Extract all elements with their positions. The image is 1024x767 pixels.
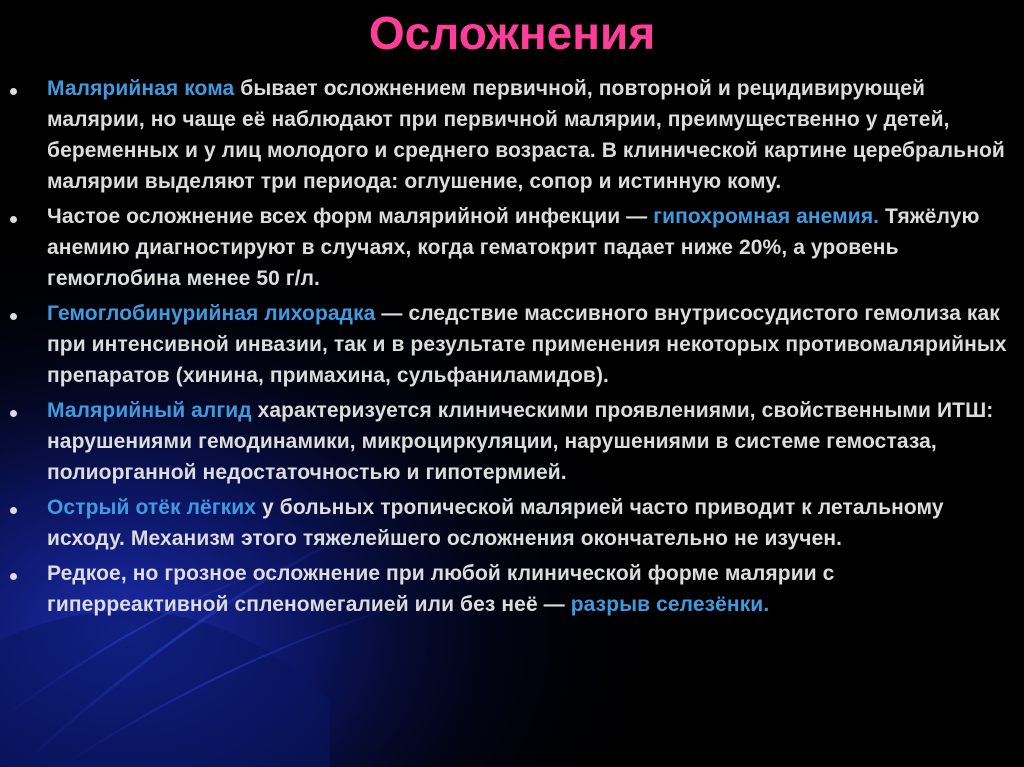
bullet-text: — следствие массивного внутрисосудистого гемолиза как при интенсивной инвазии, так и в результате применения некоторых противомалярийных препаратов (хинина, примахина, сульфаниламидов). [47,302,1007,387]
bullet-item-algid-malaria [0,395,1024,488]
highlight-term: гипохромная анемия. [653,205,880,228]
highlight-term: Малярийная кома [47,77,235,100]
bullet-dot-icon [10,410,17,417]
highlight-term: Острый отёк лёгких [47,496,257,519]
bullet-text: бывает осложнением первичной, повторной и рецидивирующей малярии, но чаще её наблюдают при первичной малярии, преимущественно у детей, беременных и у лиц молодого и среднего возраста. В клинической картине церебральной малярии выделяют три периода: оглушение, сопор и истинную кому. [47,77,1005,193]
bullet-item-malarial-coma [0,73,1024,197]
highlight-term: Малярийный алгид [47,399,252,422]
bullet-text: характеризуется клиническими проявлениями, свойственными ИТШ: нарушениями гемодинамики, микроциркуляции, нарушениями в системе гемостаза, полиорганной недостаточностью и гипотермией. [47,399,994,484]
bullet-dot-icon [10,507,17,514]
bullet-text-tail: Тяжёлую анемию диагностируют в случаях, когда гематокрит падает ниже 20%, а уровень гемоглобина менее 50 г/л. [47,205,980,290]
slide-title: Осложнения [368,7,656,59]
bullet-dot-icon [10,313,17,320]
bullet-text: Редкое, но грозное осложнение при любой клинической форме малярии с гиперреактивной спленомегалией или без неё — [47,562,835,616]
highlight-term: Гемоглобинурийная лихорадка [47,302,376,325]
bullet-list [0,73,1024,624]
bullet-dot-icon [10,216,17,223]
bullet-item-anemia [0,201,1024,294]
bullet-text: Частое осложнение всех форм малярийной инфекции — [47,205,654,228]
bullet-item-splenic-rupture [0,558,1024,620]
bullet-item-blackwater-fever [0,298,1024,391]
highlight-term: разрыв селезёнки. [570,593,770,616]
bullet-dot-icon [10,573,17,580]
bullet-text: у больных тропической малярией часто приводит к летальному исходу. Механизм этого тяжелейшего осложнения окончательно не изучен. [47,496,944,550]
bullet-item-pulmonary-edema [0,492,1024,554]
bullet-dot-icon [10,88,17,95]
